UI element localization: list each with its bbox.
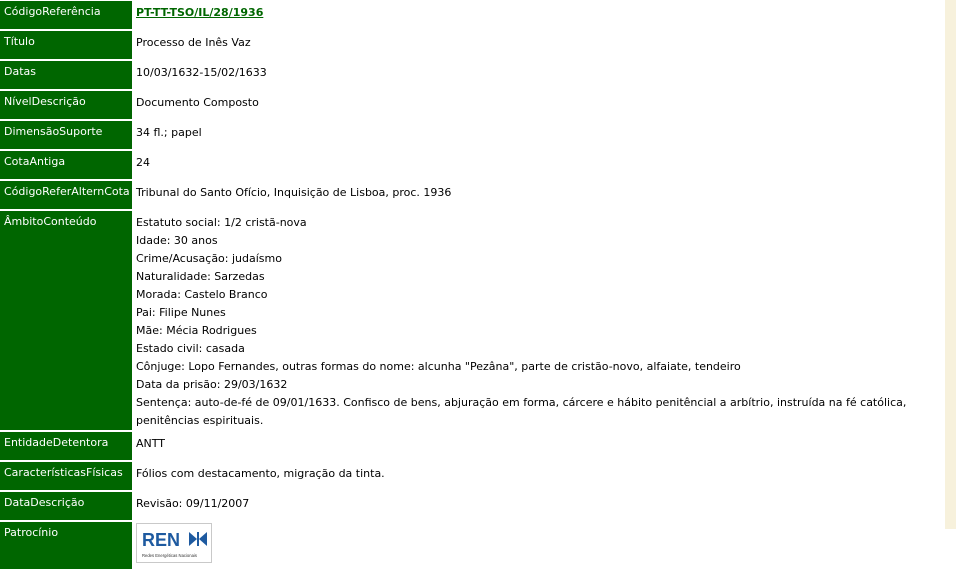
field-label: DimensãoSuporte bbox=[0, 121, 132, 149]
field-value bbox=[135, 522, 944, 569]
field-label: EntidadeDetentora bbox=[0, 432, 132, 460]
field-label: CaracterísticasFísicas bbox=[0, 462, 132, 490]
field-value: Fólios com destacamento, migração da tinta. bbox=[136, 467, 385, 480]
table-row bbox=[0, 432, 944, 460]
ren-logo[interactable] bbox=[136, 523, 212, 563]
field-label: CódigoReferência bbox=[0, 1, 132, 29]
field-label: DataDescrição bbox=[0, 492, 132, 520]
page-right-strip bbox=[945, 0, 956, 529]
table-row bbox=[0, 1, 944, 29]
field-value: 24 bbox=[136, 156, 150, 169]
field-label: CotaAntiga bbox=[0, 151, 132, 179]
table-row bbox=[0, 211, 944, 430]
ren-logo-wordmark: REN bbox=[142, 530, 181, 550]
field-label: ÂmbitoConteúdo bbox=[0, 211, 132, 430]
field-value bbox=[135, 1, 944, 29]
content-line: Mãe: Mécia Rodrigues bbox=[136, 324, 257, 337]
table-row bbox=[0, 121, 944, 149]
content-line: Pai: Filipe Nunes bbox=[136, 306, 226, 319]
table-row bbox=[0, 462, 944, 490]
field-value: ANTT bbox=[136, 437, 165, 450]
field-label: Datas bbox=[0, 61, 132, 89]
content-line: Sentença: auto-de-fé de 09/01/1633. Confisco de bens, abjuração em forma, cárcere e hábito penitêncial a arbítrio, instruída na fé católica, bbox=[136, 396, 907, 409]
field-value: Tribunal do Santo Ofício, Inquisição de Lisboa, proc. 1936 bbox=[136, 186, 452, 199]
table-row bbox=[0, 181, 944, 209]
ren-logo-mark bbox=[137, 524, 211, 562]
content-line: Data da prisão: 29/03/1632 bbox=[136, 378, 288, 391]
field-label: CódigoReferAlternCota bbox=[0, 181, 132, 209]
field-label: NívelDescrição bbox=[0, 91, 132, 119]
content-line: Morada: Castelo Branco bbox=[136, 288, 268, 301]
table-row bbox=[0, 522, 944, 569]
table-row bbox=[0, 61, 944, 89]
table-row bbox=[0, 492, 944, 520]
content-line: penitências espirituais. bbox=[136, 414, 264, 427]
content-line: Naturalidade: Sarzedas bbox=[136, 270, 265, 283]
content-line: Idade: 30 anos bbox=[136, 234, 218, 247]
table-row bbox=[0, 31, 944, 59]
field-value: Processo de Inês Vaz bbox=[136, 36, 251, 49]
reference-code-link[interactable]: PT-TT-TSO/IL/28/1936 bbox=[136, 6, 264, 19]
ren-logo-caption: Redes Energéticas Nacionais bbox=[142, 553, 197, 558]
content-line: Estatuto social: 1/2 cristã-nova bbox=[136, 216, 307, 229]
content-line: Crime/Acusação: judaísmo bbox=[136, 252, 282, 265]
content-line: Cônjuge: Lopo Fernandes, outras formas do nome: alcunha "Pezâna", parte de cristão-novo, alfaiate, tendeiro bbox=[136, 360, 741, 373]
field-label: Título bbox=[0, 31, 132, 59]
field-label: Patrocínio bbox=[0, 522, 132, 569]
table-row bbox=[0, 151, 944, 179]
content-line: Estado civil: casada bbox=[136, 342, 245, 355]
field-value: 34 fl.; papel bbox=[136, 126, 202, 139]
field-value: Revisão: 09/11/2007 bbox=[136, 497, 250, 510]
table-row bbox=[0, 91, 944, 119]
field-value: Documento Composto bbox=[136, 96, 259, 109]
field-value: 10/03/1632-15/02/1633 bbox=[136, 66, 267, 79]
content-scope-value bbox=[135, 211, 944, 430]
